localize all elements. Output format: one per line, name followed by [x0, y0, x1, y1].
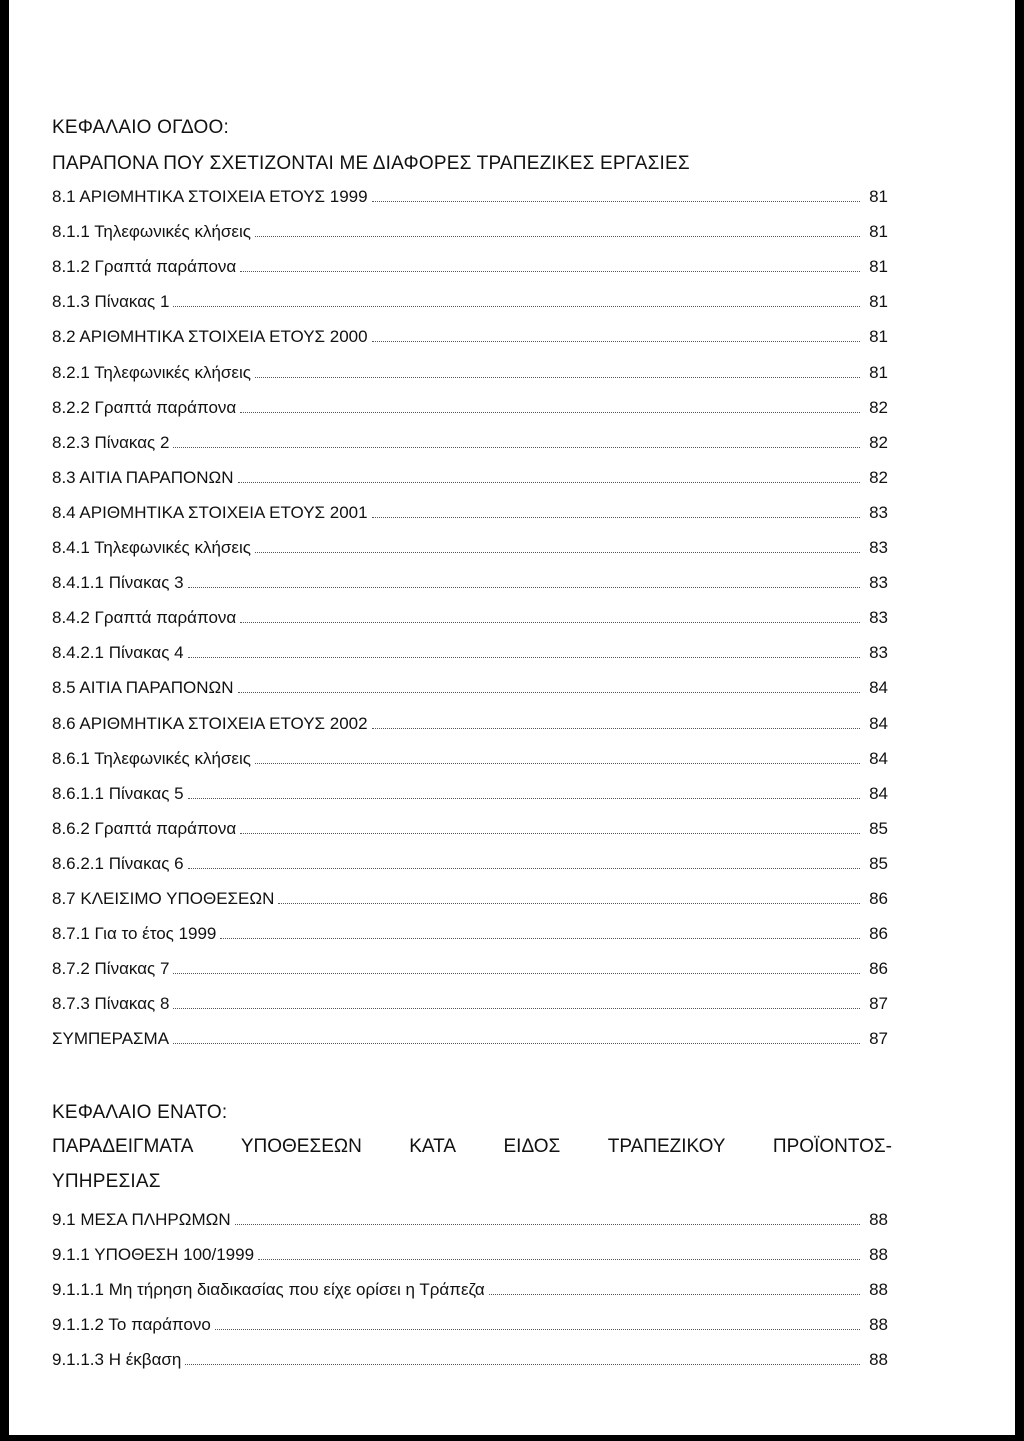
chapter-9-title-line-2: ΥΠΗΡΕΣΙΑΣ: [52, 1171, 161, 1192]
toc-entry-title: 9.1.1.1 Μη τήρηση διαδικασίας που είχε ορίσει η Τράπεζα: [52, 1280, 485, 1300]
toc-entry-title: 8.1.2 Γραπτά παράπονα: [52, 257, 237, 277]
toc-entry-title: 8.4.2 Γραπτά παράπονα: [52, 608, 237, 628]
toc-entry[interactable]: [52, 604, 888, 628]
toc-entry[interactable]: [52, 1276, 888, 1300]
toc-entry-title: 8.4.1 Τηλεφωνικές κλήσεις: [52, 538, 251, 557]
toc-entry[interactable]: [52, 710, 888, 734]
toc-entry-page-number: 82: [869, 397, 888, 417]
toc-dot-leader: [220, 937, 860, 939]
toc-entry-page-number: 88: [869, 1210, 888, 1229]
toc-entry[interactable]: [52, 920, 888, 944]
toc-entry-title: 8.4 ΑΡΙΘΜΗΤΙΚΑ ΣΤΟΙΧΕΙΑ ΕΤΟΥΣ 2001: [52, 502, 368, 522]
toc-entry-page-number: 86: [869, 889, 888, 908]
toc-dot-leader: [173, 1042, 860, 1044]
toc-entry-page-number: 85: [869, 853, 888, 873]
toc-dot-leader: [372, 340, 860, 342]
toc-entry[interactable]: [52, 745, 888, 769]
chapter-9-title-word: ΥΠΟΘΕΣΕΩΝ: [240, 1136, 362, 1157]
toc-entry[interactable]: [52, 534, 888, 558]
chapter-9-title-word: ΚΑΤΑ: [409, 1136, 457, 1157]
toc-entry-page-number: 81: [869, 292, 888, 312]
toc-entry-page-number: 81: [869, 222, 888, 242]
chapter-9-title-word: ΠΡΟΪΟΝΤΟΣ-: [772, 1136, 892, 1157]
toc-dot-leader: [372, 200, 860, 202]
toc-entry-title: 8.2.1 Τηλεφωνικές κλήσεις: [52, 362, 251, 382]
toc-entry-page-number: 83: [869, 502, 888, 522]
toc-dot-leader: [173, 972, 860, 974]
toc-dot-leader: [173, 446, 860, 448]
toc-entry-title: 8.6.2.1 Πίνακας 6: [52, 853, 184, 873]
toc-dot-leader: [215, 1328, 860, 1330]
toc-entry-page-number: 83: [869, 608, 888, 628]
toc-dot-leader: [188, 867, 860, 869]
toc-entry-page-number: 84: [869, 678, 888, 698]
chapter-9-title-word: ΕΙΔΟΣ: [503, 1136, 561, 1157]
chapter-9-label: ΚΕΦΑΛΑΙΟ ΕΝΑΤΟ:: [52, 1102, 228, 1123]
toc-dot-leader: [188, 797, 860, 799]
toc-entry-title: 8.6 ΑΡΙΘΜΗΤΙΚΑ ΣΤΟΙΧΕΙΑ ΕΤΟΥΣ 2002: [52, 713, 368, 733]
toc-dot-leader: [258, 1258, 860, 1260]
toc-entry[interactable]: [52, 218, 888, 242]
toc-entry-title: 8.4.1.1 Πίνακας 3: [52, 573, 184, 593]
toc-entry[interactable]: [52, 1025, 888, 1049]
toc-dot-leader: [255, 762, 860, 764]
toc-entry[interactable]: [52, 639, 888, 663]
toc-entry-page-number: 84: [869, 783, 888, 803]
toc-entry[interactable]: [52, 780, 888, 804]
toc-entry-page-number: 84: [869, 713, 888, 733]
toc-dot-leader: [255, 376, 860, 378]
toc-entry[interactable]: [52, 359, 888, 383]
toc-entry-title: 8.4.2.1 Πίνακας 4: [52, 643, 184, 663]
toc-entry[interactable]: [52, 323, 888, 347]
toc-entry-title: 8.2.2 Γραπτά παράπονα: [52, 397, 237, 417]
toc-entry-page-number: 81: [869, 257, 888, 277]
toc-entry-title: 8.7.3 Πίνακας 8: [52, 994, 170, 1014]
chapter-8-title: ΠΑΡΑΠΟΝΑ ΠΟΥ ΣΧΕΤΙΖΟΝΤΑΙ ΜΕ ΔΙΑΦΟΡΕΣ ΤΡΑΠΕΖΙΚΕΣ ΕΡΓΑΣΙΕΣ: [52, 153, 690, 174]
toc-dot-leader: [238, 481, 860, 483]
toc-entry-page-number: 84: [869, 748, 888, 768]
toc-entry[interactable]: [52, 955, 888, 979]
chapter-9-title: [52, 1136, 892, 1158]
toc-entry[interactable]: [52, 990, 888, 1014]
toc-entry-title: 8.1.3 Πίνακας 1: [52, 292, 170, 312]
toc-entry-page-number: 82: [869, 467, 888, 487]
toc-entry[interactable]: [52, 850, 888, 874]
page-left-border: [0, 0, 9, 1441]
toc-entry-title: 9.1.1.3 Η έκβαση: [52, 1350, 182, 1370]
toc-entry-title: 8.6.1 Τηλεφωνικές κλήσεις: [52, 748, 251, 768]
toc-entry[interactable]: [52, 674, 888, 698]
toc-entry-title: 8.5 ΑΙΤΙΑ ΠΑΡΑΠΟΝΩΝ: [52, 678, 234, 698]
toc-dot-leader: [240, 270, 860, 272]
toc-entry-page-number: 81: [869, 362, 888, 382]
toc-entry-title: 9.1.1.2 Το παράπονο: [52, 1315, 211, 1335]
page-bottom-border: [0, 1435, 1024, 1441]
toc-entry-title: 8.7.1 Για το έτος 1999: [52, 924, 217, 944]
toc-entry[interactable]: [52, 288, 888, 312]
toc-dot-leader: [173, 305, 860, 307]
toc-entry-page-number: 88: [869, 1315, 888, 1335]
toc-entry-title: 8.7 ΚΛΕΙΣΙΜΟ ΥΠΟΘΕΣΕΩΝ: [52, 889, 275, 908]
toc-entry[interactable]: [52, 885, 888, 909]
chapter-9-title-word: ΠΑΡΑΔΕΙΓΜΑΤΑ: [52, 1136, 194, 1157]
page-right-border: [1015, 0, 1024, 1441]
toc-entry-title: 8.1.1 Τηλεφωνικές κλήσεις: [52, 222, 251, 242]
toc-entry-page-number: 83: [869, 538, 888, 557]
toc-entry-page-number: 83: [869, 573, 888, 593]
toc-entry-page-number: 82: [869, 432, 888, 452]
toc-dot-leader: [255, 235, 860, 237]
toc-entry[interactable]: [52, 183, 888, 207]
toc-entry-page-number: 85: [869, 818, 888, 838]
toc-entry[interactable]: [52, 464, 888, 488]
toc-entry-title: 8.3 ΑΙΤΙΑ ΠΑΡΑΠΟΝΩΝ: [52, 467, 234, 487]
toc-entry-page-number: 87: [869, 994, 888, 1014]
toc-entry-title: 8.2 ΑΡΙΘΜΗΤΙΚΑ ΣΤΟΙΧΕΙΑ ΕΤΟΥΣ 2000: [52, 327, 368, 347]
toc-entry-page-number: 81: [869, 327, 888, 347]
toc-dot-leader: [238, 691, 860, 693]
toc-entry-title: 8.7.2 Πίνακας 7: [52, 959, 170, 979]
toc-entry[interactable]: [52, 499, 888, 523]
toc-entry-title: 8.6.1.1 Πίνακας 5: [52, 783, 184, 803]
toc-entry[interactable]: [52, 1311, 888, 1335]
toc-entry[interactable]: [52, 429, 888, 453]
toc-entry-title: 9.1.1 ΥΠΟΘΕΣΗ 100/1999: [52, 1245, 255, 1265]
toc-entry[interactable]: [52, 253, 888, 277]
toc-dot-leader: [240, 411, 860, 413]
toc-entry-page-number: 88: [869, 1245, 888, 1265]
toc-entry-page-number: 86: [869, 924, 888, 944]
toc-dot-leader: [278, 902, 860, 904]
toc-dot-leader: [255, 551, 860, 553]
toc-dot-leader: [240, 832, 860, 834]
toc-dot-leader: [235, 1223, 860, 1225]
toc-entry[interactable]: [52, 394, 888, 418]
toc-entry-page-number: 86: [869, 959, 888, 979]
toc-entry-title: ΣΥΜΠΕΡΑΣΜΑ: [52, 1029, 170, 1049]
toc-entry[interactable]: [52, 569, 888, 593]
toc-dot-leader: [188, 656, 860, 658]
toc-entry-title: 8.2.3 Πίνακας 2: [52, 432, 170, 452]
toc-dot-leader: [489, 1293, 860, 1295]
chapter-9-title-word: ΤΡΑΠΕΖΙΚΟΥ: [607, 1136, 726, 1157]
toc-entry-title: 9.1 ΜΕΣΑ ΠΛΗΡΩΜΩΝ: [52, 1210, 231, 1229]
toc-entry-title: 8.1 ΑΡΙΘΜΗΤΙΚΑ ΣΤΟΙΧΕΙΑ ΕΤΟΥΣ 1999: [52, 187, 368, 206]
toc-dot-leader: [185, 1363, 860, 1365]
toc-dot-leader: [372, 516, 860, 518]
toc-entry-title: 8.6.2 Γραπτά παράπονα: [52, 818, 237, 838]
toc-entry-page-number: 88: [869, 1280, 888, 1300]
toc-entry-page-number: 88: [869, 1350, 888, 1370]
chapter-8-label: ΚΕΦΑΛΑΙΟ ΟΓΔΟΟ:: [52, 117, 229, 138]
toc-entry[interactable]: [52, 1206, 888, 1230]
toc-dot-leader: [188, 586, 860, 588]
toc-dot-leader: [240, 621, 860, 623]
toc-entry[interactable]: [52, 1346, 888, 1370]
toc-entry-page-number: 83: [869, 643, 888, 663]
toc-entry[interactable]: [52, 1241, 888, 1265]
toc-entry-page-number: 81: [869, 187, 888, 206]
toc-dot-leader: [372, 727, 860, 729]
toc-entry-page-number: 87: [869, 1029, 888, 1049]
toc-dot-leader: [173, 1007, 860, 1009]
toc-entry[interactable]: [52, 815, 888, 839]
